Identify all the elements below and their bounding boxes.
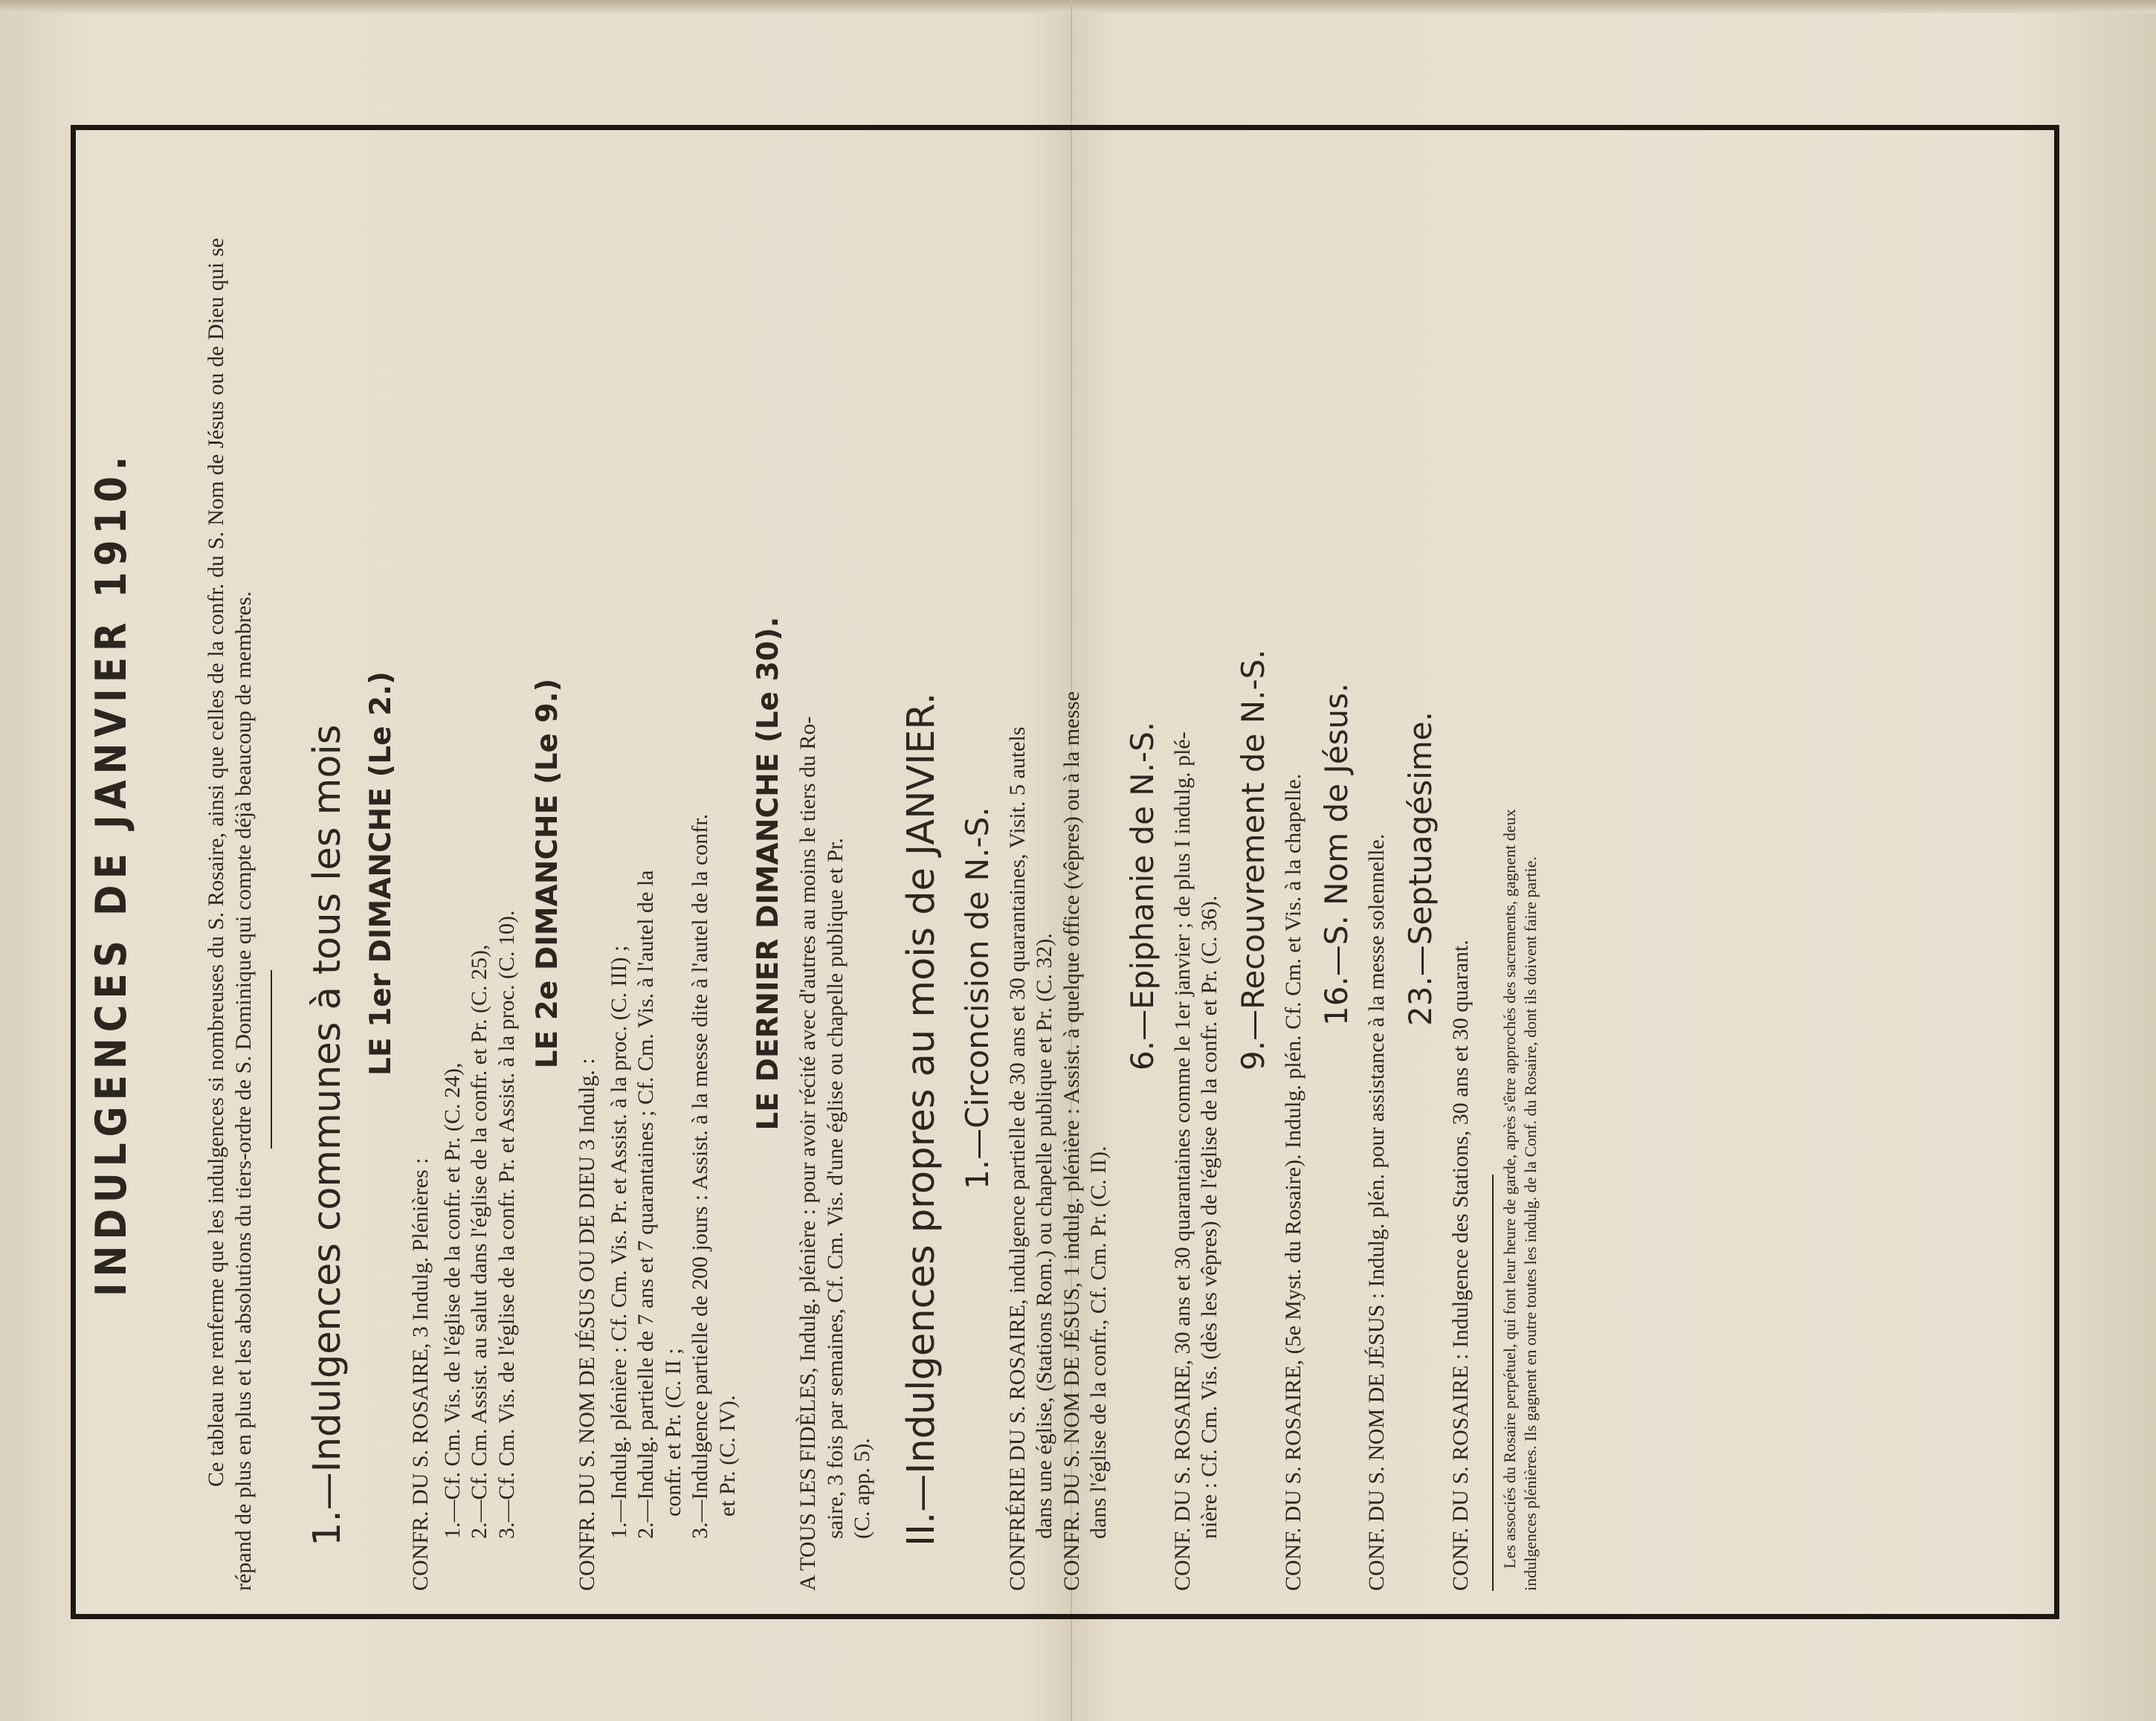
circumcision-text: dans l'église de la confr., Cf. Cm. Pr. (C. II).: [1086, 1146, 1111, 1539]
septuagesima-heading: 23.—Septuagésime.: [1401, 711, 1439, 1026]
second-sunday-item: 2.—Indulg. partielle de 7 ans et 7 quarantaines ; Cf. Cm. Vis. à l'autel de la: [633, 870, 658, 1539]
holy-name-conf-line: CONFR. DU S. NOM DE JÉSUS OU DE DIEU 3 Indulg. :: [575, 1058, 599, 1591]
footnote-rule: [1492, 1175, 1494, 1591]
document-title: INDULGENCES DE JANVIER 1910.: [87, 450, 136, 1297]
second-sunday-item-continued: et Pr. (C. IV).: [714, 1395, 740, 1517]
last-sunday-heading: LE DERNIER DIMANCHE (Le 30).: [752, 616, 785, 1131]
epiphany-heading: 6.—Epiphanie de N.-S.: [1123, 721, 1161, 1071]
first-sunday-item: 1.—Cf. Cm. Vis. de l'église de la confr. et Pr. (C. 24),: [439, 1062, 465, 1539]
second-sunday-heading: LE 2e DIMANCHE (Le 9.): [531, 678, 564, 1069]
last-sunday-text: A TOUS LES FIDÈLES, Indulg. plénière : pour avoir récité avec d'autres au moins le tiers du Ro-: [795, 716, 820, 1591]
rotated-document: [85, 156, 2033, 1591]
septuagesima-text: CONF. DU S. ROSAIRE : Indulgence des Stations, 30 ans et 30 quarant.: [1447, 940, 1473, 1591]
title-divider: [271, 970, 272, 1149]
circumcision-heading: 1.—Circoncision de N.-S.: [958, 807, 995, 1189]
second-sunday-item: 1.—Indulg. plénière : Cf. Cm. Vis. Pr. et Assist. à la proc. (C. III) ;: [606, 945, 631, 1539]
holy-name-text: CONF. DU S. NOM DE JÉSUS : Indulg. plén. pour assistance à la messe solennelle.: [1364, 833, 1389, 1591]
footnote-text: Les associés du Rosaire perpétuel, qui font leur heure de garde, après s'être approchés des sacrements, gagnent deux: [1500, 809, 1519, 1569]
epiphany-text: CONF. DU S. ROSAIRE, 30 ans et 30 quarantaines comme le 1er janvier ; de plus I indulg. plé-: [1169, 732, 1195, 1591]
holy-name-heading: 16.—S. Nom de Jésus.: [1318, 682, 1355, 1026]
page-top-edge: [0, 0, 2156, 13]
second-sunday-item-continued: confr. et Pr. (C. II ;: [660, 1348, 685, 1517]
first-sunday-item: 3.—Cf. Cm. Vis. de l'église de la confr. Pr. et Assist. à la proc. (C. 10).: [494, 910, 519, 1539]
last-sunday-text: saire, 3 fois par semaines, Cf. Cm. Vis. d'une église ou chapelle publique et Pr.: [822, 838, 848, 1539]
footnote-text: indulgences plénières. Ils gagnent en outre toutes les indulg. de la Conf. du Rosaire, dont ils doivent faire partie.: [1521, 856, 1540, 1591]
recovery-heading: 9.—Recouvrement de N.-S.: [1234, 649, 1271, 1071]
circumcision-text: CONFR. DU S. NOM DE JÉSUS, 1 indulg. plénière : Assist. à quelque office (vêpres) ou à la messe: [1059, 691, 1084, 1591]
first-sunday-heading: LE 1er DIMANCHE (Le 2.): [364, 671, 398, 1076]
second-sunday-item: 3.—Indulgence partielle de 200 jours : Assist. à la messe dite à l'autel de la confr.: [688, 813, 712, 1539]
intro-paragraph: Ce tableau ne renferme que les indulgences si nombreuses du S. Rosaire, ainsi que celles de la confr. du S. Nom de Jésus ou de Dieu qui se répand de plus en plus et les absolutions du tiers-ordre de S. Dominique qui compte déjà beaucoup de membres.: [204, 238, 256, 1591]
first-sunday-item: 2.—Cf. Cm. Assist. au salut dans l'église de la confr. et Pr. (C. 25),: [467, 944, 491, 1539]
circumcision-text: CONFRÉRIE DU S. ROSAIRE, indulgence partielle de 30 ans et 30 quarantaines, Visit. 5 autels: [1004, 726, 1030, 1591]
last-sunday-text: (C. app. 5).: [850, 1438, 874, 1539]
section-1-heading: 1.—Indulgences communes à tous les mois: [306, 724, 349, 1546]
epiphany-text: nière : Cf. Cm. Vis. (dès les vêpres) de l'église de la confr. et Pr. (C. 36).: [1197, 895, 1221, 1539]
recovery-text: CONF. DU S. ROSAIRE, (5e Myst. du Rosaire). Indulg. plén. Cf. Cm. et Vis. à la chapelle.: [1280, 773, 1305, 1591]
rosary-conf-line: CONFR. DU S. ROSAIRE, 3 Indulg. Plénières :: [408, 1157, 433, 1591]
circumcision-text: dans une église, (Stations Rom.) ou chapelle publique et Pr. (C. 32).: [1032, 933, 1056, 1539]
section-2-heading: II.—Indulgences propres au mois de JANVIER.: [899, 692, 943, 1546]
